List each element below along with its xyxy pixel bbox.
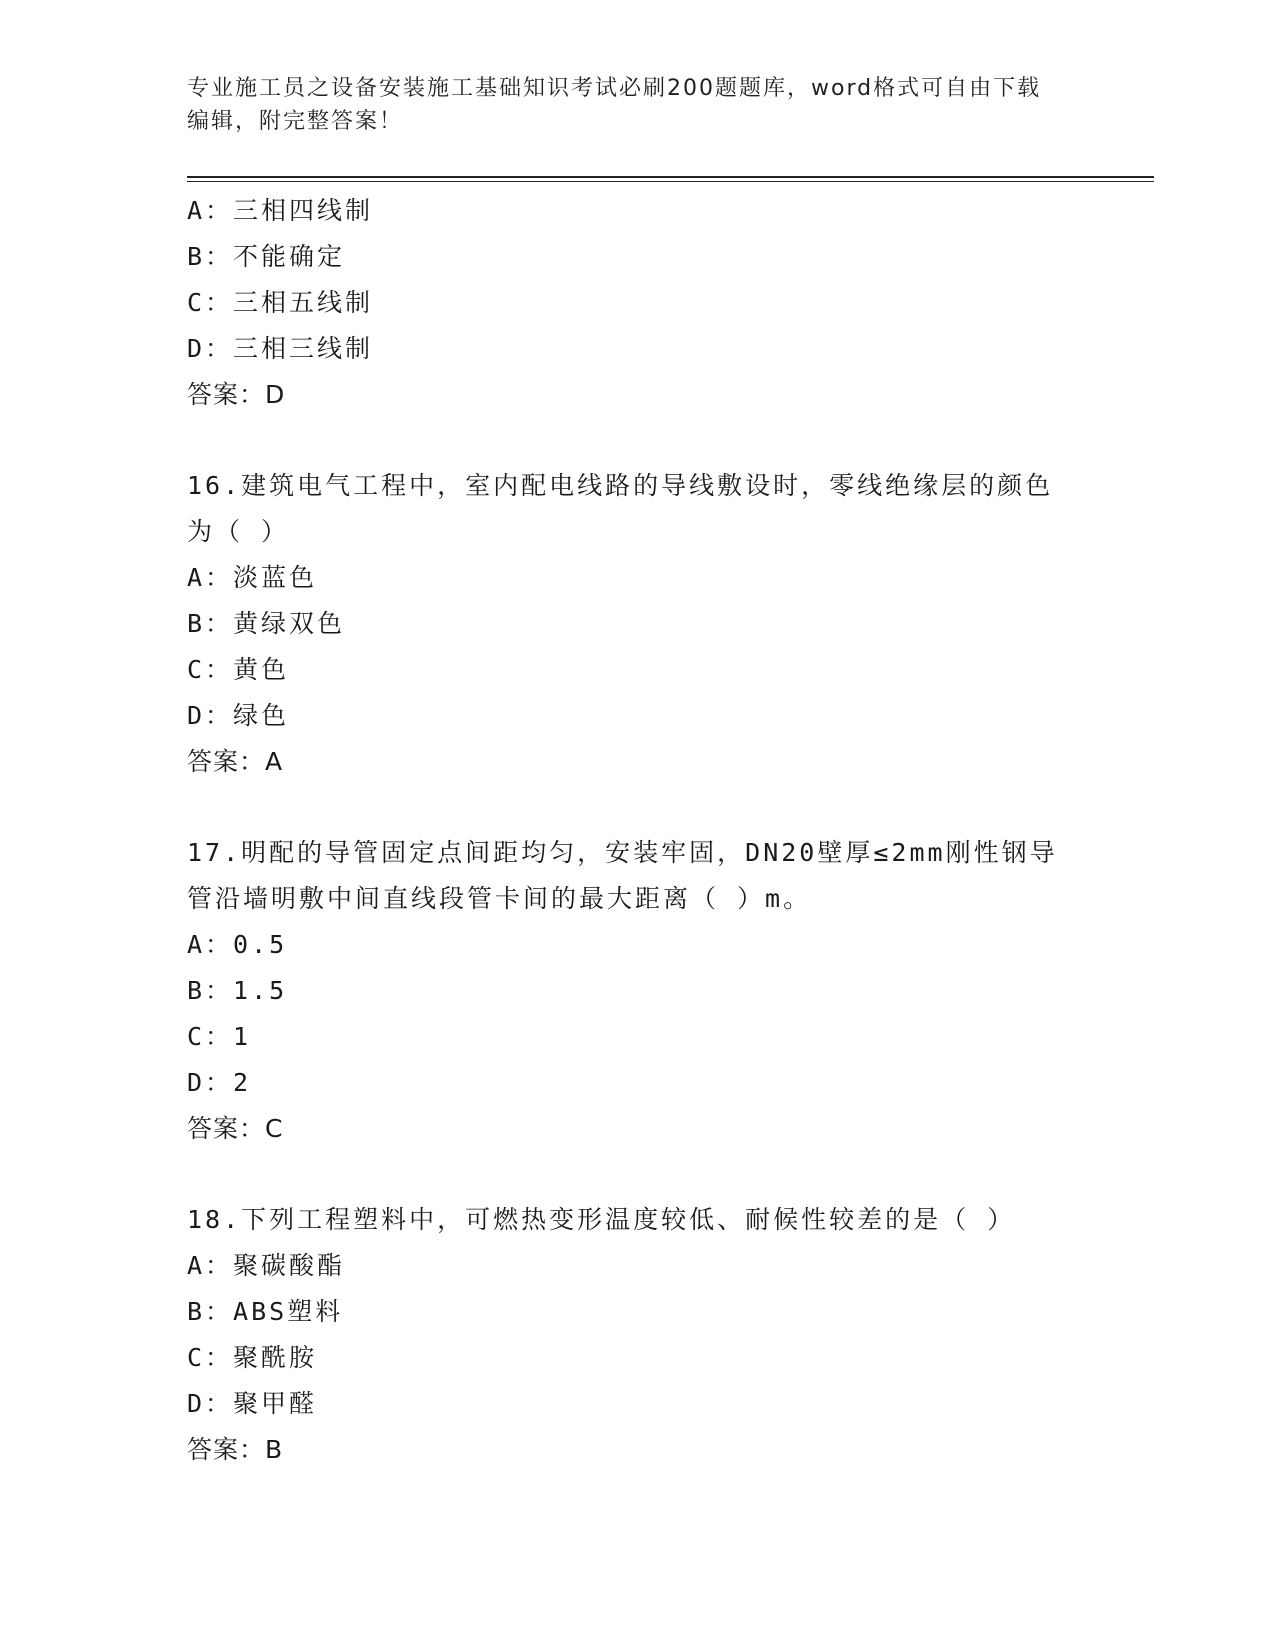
- option-c: C：黄色: [187, 655, 290, 684]
- header-divider-thin: [187, 181, 1154, 182]
- question-stem-line-2: 为（ ）: [187, 517, 290, 546]
- header-title-line-2: 编辑，附完整答案！: [187, 109, 404, 134]
- option-b: B：黄绿双色: [187, 609, 346, 638]
- option-c: C：聚酰胺: [187, 1343, 318, 1372]
- option-c: C：1: [187, 1022, 252, 1051]
- answer: 答案：D: [187, 380, 286, 409]
- question-spacer: [187, 785, 1087, 830]
- header-title-line-1: 专业施工员之设备安装施工基础知识考试必刷200题题库，word格式可自由下载: [187, 76, 1042, 101]
- question-stem-line-1: 16.建筑电气工程中，室内配电线路的导线敷设时，零线绝缘层的颜色: [187, 471, 1054, 500]
- question-stem-line-2: 管沿墙明敷中间直线段管卡间的最大距离（ ）m。: [187, 884, 812, 913]
- option-a: A：0.5: [187, 930, 288, 959]
- option-a: A：淡蓝色: [187, 563, 318, 592]
- option-a: A：聚碳酸酯: [187, 1251, 346, 1280]
- option-d: D：绿色: [187, 701, 290, 730]
- document-header: [187, 72, 1067, 138]
- option-b: B：1.5: [187, 976, 288, 1005]
- question-15: [187, 188, 1087, 418]
- option-d: D：2: [187, 1068, 252, 1097]
- option-c: C：三相五线制: [187, 288, 374, 317]
- question-list: [187, 188, 1087, 1473]
- question-spacer: [187, 1152, 1087, 1197]
- option-b: B：不能确定: [187, 242, 346, 271]
- question-18: [187, 1197, 1087, 1473]
- header-divider-thick: [187, 176, 1154, 178]
- answer: 答案：B: [187, 1435, 284, 1464]
- option-d: D：聚甲醛: [187, 1389, 318, 1418]
- question-16: [187, 463, 1087, 785]
- question-17: [187, 830, 1087, 1152]
- question-spacer: [187, 418, 1087, 463]
- option-b: B：ABS塑料: [187, 1297, 344, 1326]
- question-stem-line-1: 17.明配的导管固定点间距均匀，安装牢固，DN20壁厚≤2mm刚性钢导: [187, 838, 1058, 867]
- question-stem-line-1: 18.下列工程塑料中，可燃热变形温度较低、耐候性较差的是（ ）: [187, 1205, 1016, 1234]
- answer: 答案：A: [187, 747, 284, 776]
- option-d: D：三相三线制: [187, 334, 374, 363]
- answer: 答案：C: [187, 1114, 284, 1143]
- option-a: A：三相四线制: [187, 196, 374, 225]
